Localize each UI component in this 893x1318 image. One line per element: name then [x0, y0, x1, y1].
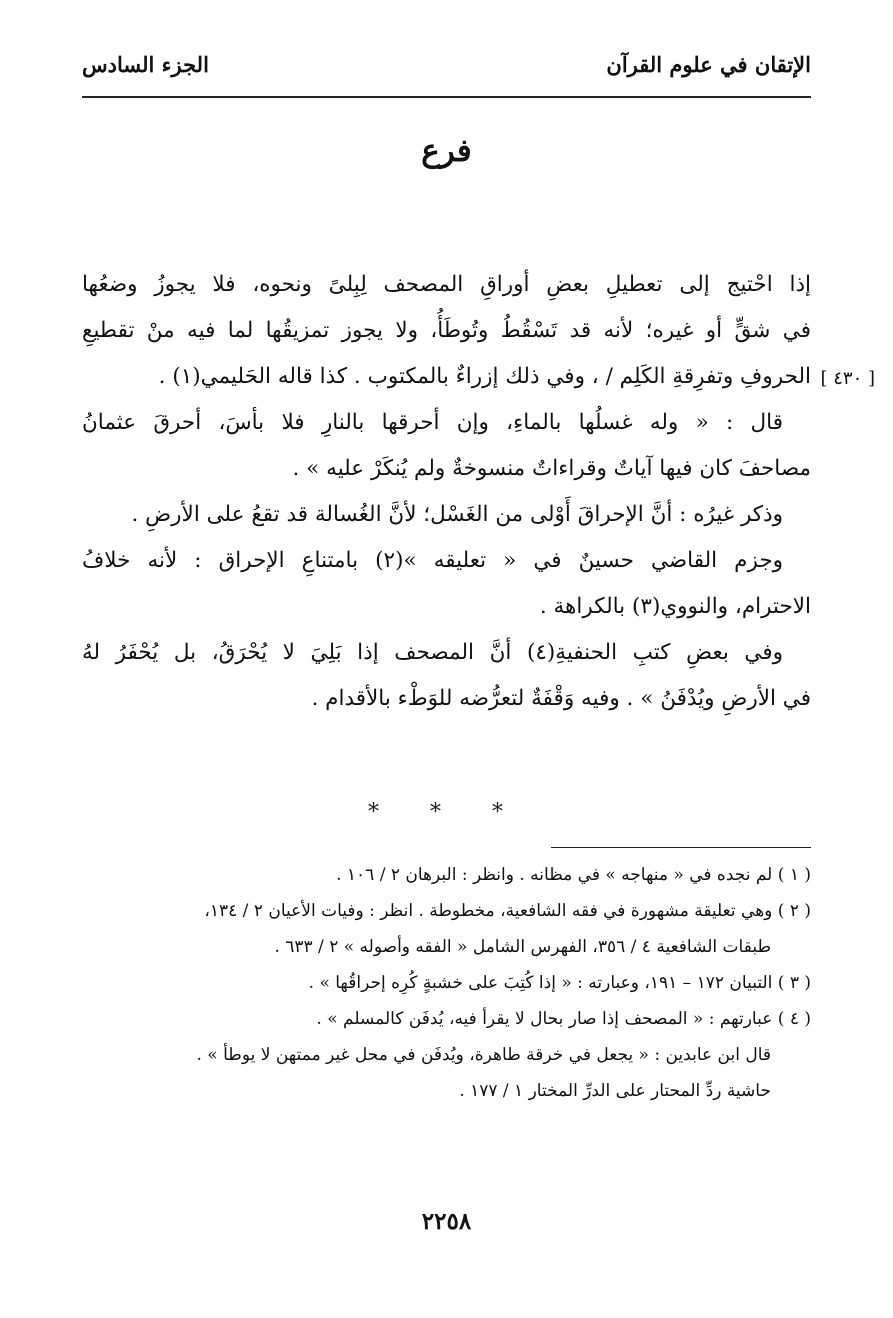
- text-line: الاحترام، والنووي(٣) بالكراهة .: [539, 594, 811, 619]
- volume-label: الجزء السادس: [82, 52, 209, 77]
- text-line: وفي بعضِ كتبِ الحنفيةِ(٤) أنَّ المصحف إذا بَلِيَ لا يُحْرَقُ، بل يُحْفَرُ لهُ: [82, 640, 783, 665]
- footnote-line: ( ٣ ) التبيان ١٧٢ – ١٩١، وعبارته : « إذا كُتِبَ على خشبةٍ كُرِه إحراقُها » .: [308, 973, 811, 993]
- footnote-rule: [551, 847, 811, 848]
- text-line: الحروفِ وتفرِقةِ الكَلِم / ، وفي ذلك إزراءٌ بالمكتوب . كذا قاله الحَليمي(١) .: [158, 364, 811, 389]
- text-line: قال : « وله غسلُها بالماءِ، وإن أحرقها بالنارِ فلا بأسَ، أحرقَ عثمانُ: [82, 410, 783, 435]
- section-separator: * * *: [368, 800, 525, 825]
- footnote-line: ( ١ ) لم نجده في « منهاجه » في مظانه . وانظر : البرهان ٢ / ١٠٦ .: [336, 865, 811, 885]
- text-line: إذا احْتيج إلى تعطيلِ بعضِ أوراقِ المصحف لِبِلىً ونحوه، فلا يجوزُ وضعُها: [82, 272, 811, 297]
- text-line: في الأرضِ ويُدْفَنُ » . وفيه وَقْفَةٌ لتعرُّضه للوَطْء بالأقدام .: [311, 686, 811, 711]
- footnotes: [82, 857, 811, 1109]
- margin-page-reference: [ ٤٣٠ ]: [820, 368, 875, 389]
- text-line: وجزم القاضي حسينٌ في « تعليقه »(٢) بامتناعِ الإحراق : لأنه خلافُ: [82, 548, 783, 573]
- section-title: فرع: [421, 133, 472, 169]
- book-title: الإتقان في علوم القرآن: [606, 52, 811, 77]
- main-text: [82, 262, 811, 722]
- running-header: [82, 52, 811, 92]
- text-line: وذكر غيرُه : أنَّ الإحراقَ أَوْلى من الغَسْل؛ لأنَّ الغُسالة قد تقعُ على الأرضِ .: [131, 502, 783, 527]
- footnote-line: حاشية ردِّ المحتار على الدرِّ المختار ١ / ١٧٧ .: [459, 1081, 771, 1101]
- footnote-line: طبقات الشافعية ٤ / ٣٥٦، الفهرس الشامل « الفقه وأصوله » ٢ / ٦٣٣ .: [274, 937, 771, 957]
- footnote-line: قال ابن عابدين : « يجعل في خرقة طاهرة، ويُدفَن في محل غير ممتهن لا يوطأ » .: [196, 1045, 771, 1065]
- text-line: في شقٍّ أو غيره؛ لأنه قد تَسْقُطُ وتُوطَأُ، ولا يجوز تمزيقُها لما فيه منْ تقطيعِ: [82, 318, 811, 343]
- text-line: مصاحفَ كان فيها آياتٌ وقراءاتٌ منسوخةٌ ولم يُنكَرْ عليه » .: [292, 456, 811, 481]
- page-number: ٢٢٥٨: [421, 1208, 472, 1235]
- header-rule: [82, 96, 811, 98]
- footnote-line: ( ٢ ) وهي تعليقة مشهورة في فقه الشافعية، مخطوطة . انظر : وفيات الأعيان ٢ / ١٣٤،: [204, 901, 811, 921]
- footnote-line: ( ٤ ) عبارتهم : « المصحف إذا صار بحال لا يقرأ فيه، يُدفَن كالمسلم » .: [316, 1009, 811, 1029]
